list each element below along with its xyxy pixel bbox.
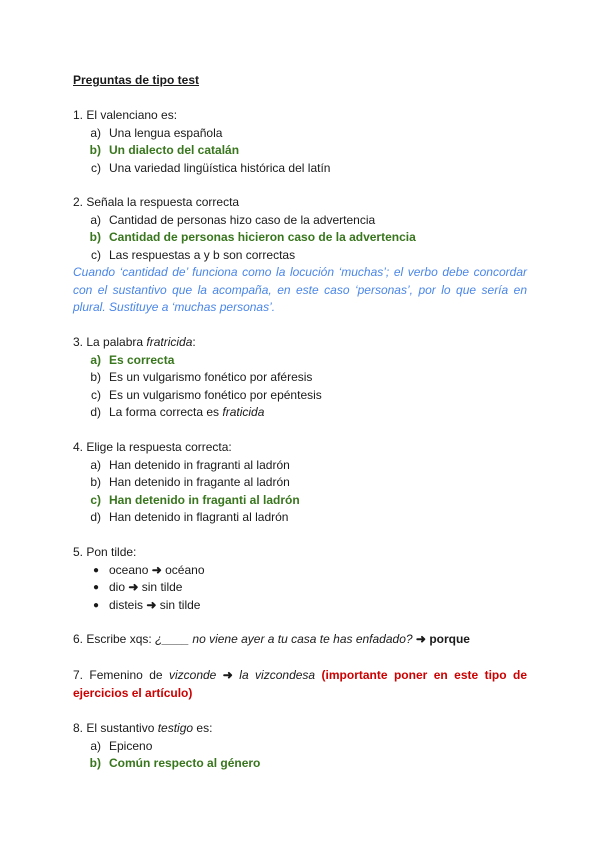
page-title: Preguntas de tipo test xyxy=(73,73,200,87)
option-a: a) Una lengua española xyxy=(90,125,223,140)
arrow-icon: ➜ xyxy=(128,580,139,594)
question-5 xyxy=(73,544,527,614)
question-stem: 3. La palabra fratricida: xyxy=(73,335,196,349)
question-stem: 4. Elige la respuesta correcta: xyxy=(73,440,232,454)
question-stem: 2. Señala la respuesta correcta xyxy=(73,195,240,209)
option-a: a) Han detenido in fragranti al ladrón xyxy=(90,457,290,472)
option-b: b) Han detenido in fragante al ladrón xyxy=(90,475,290,489)
option-d: d) Han detenido in flagranti al ladrón xyxy=(90,510,289,524)
bullet-item: ● oceano ➜ océano xyxy=(73,562,527,580)
option-a-correct: a) Es correcta xyxy=(90,352,175,367)
question-stem: 8. El sustantivo testigo es: xyxy=(73,721,213,735)
bullet-icon: ● xyxy=(92,582,99,593)
question-2 xyxy=(73,194,527,317)
bullet-item: ● dio ➜ sin tilde xyxy=(73,579,527,597)
option-a: a) Cantidad de personas hizo caso de la advertencia xyxy=(90,212,376,227)
option-c: c) Una variedad lingüística histórica del latín xyxy=(91,160,331,175)
question-stem: 1. El valenciano es: xyxy=(73,108,178,122)
question-stem: 5. Pon tilde: xyxy=(73,545,137,559)
bullet-item: ● disteis ➜ sin tilde xyxy=(73,597,527,615)
question-1 xyxy=(73,107,527,177)
question-3 xyxy=(73,334,527,422)
answer: la vizcondesa xyxy=(239,668,316,682)
arrow-icon: ➜ xyxy=(151,562,162,577)
option-c-correct: c) Han detenido in fraganti al ladrón xyxy=(90,492,300,507)
arrow-icon: ➜ xyxy=(415,632,426,646)
arrow-icon: ➜ xyxy=(222,668,233,682)
option-b-correct: b) Un dialecto del catalán xyxy=(89,143,240,157)
question-4 xyxy=(73,439,527,527)
answer: porque xyxy=(429,632,470,646)
important-note: (importante poner en este tipo de ejercicios el artículo) xyxy=(73,668,528,700)
option-b-correct: b) Común respecto al género xyxy=(89,756,261,770)
explanation-note: Cuando ‘cantidad de’ funciona como la locución ‘muchas’; el verbo debe concordar con el sustantivo que la acompaña, en este caso ‘personas’, por lo que sería en plural. Sustituye a ‘muchas personas’. xyxy=(73,265,527,314)
option-b-correct: b) Cantidad de personas hicieron caso de la advertencia xyxy=(89,230,416,244)
question-6: 6. Escribe xqs: ¿____ no viene ayer a tu casa te has enfadado? ➜ porque xyxy=(73,632,470,646)
question-8 xyxy=(73,720,527,773)
option-c: c) Las respuestas a y b son correctas xyxy=(91,247,296,262)
option-c: c) Es un vulgarismo fonético por epéntesis xyxy=(91,387,322,402)
arrow-icon: ➜ xyxy=(146,597,157,612)
bullet-icon: ● xyxy=(92,564,99,576)
option-a: a) Epiceno xyxy=(90,738,153,753)
option-d: d) La forma correcta es fraticida xyxy=(90,405,265,419)
question-7: 7. Femenino de vizconde ➜ la vizcondesa (importante poner en este tipo de ejercicios el artículo) xyxy=(73,668,528,700)
option-b: b) Es un vulgarismo fonético por aféresis xyxy=(90,370,313,384)
bullet-icon: ● xyxy=(92,599,99,611)
